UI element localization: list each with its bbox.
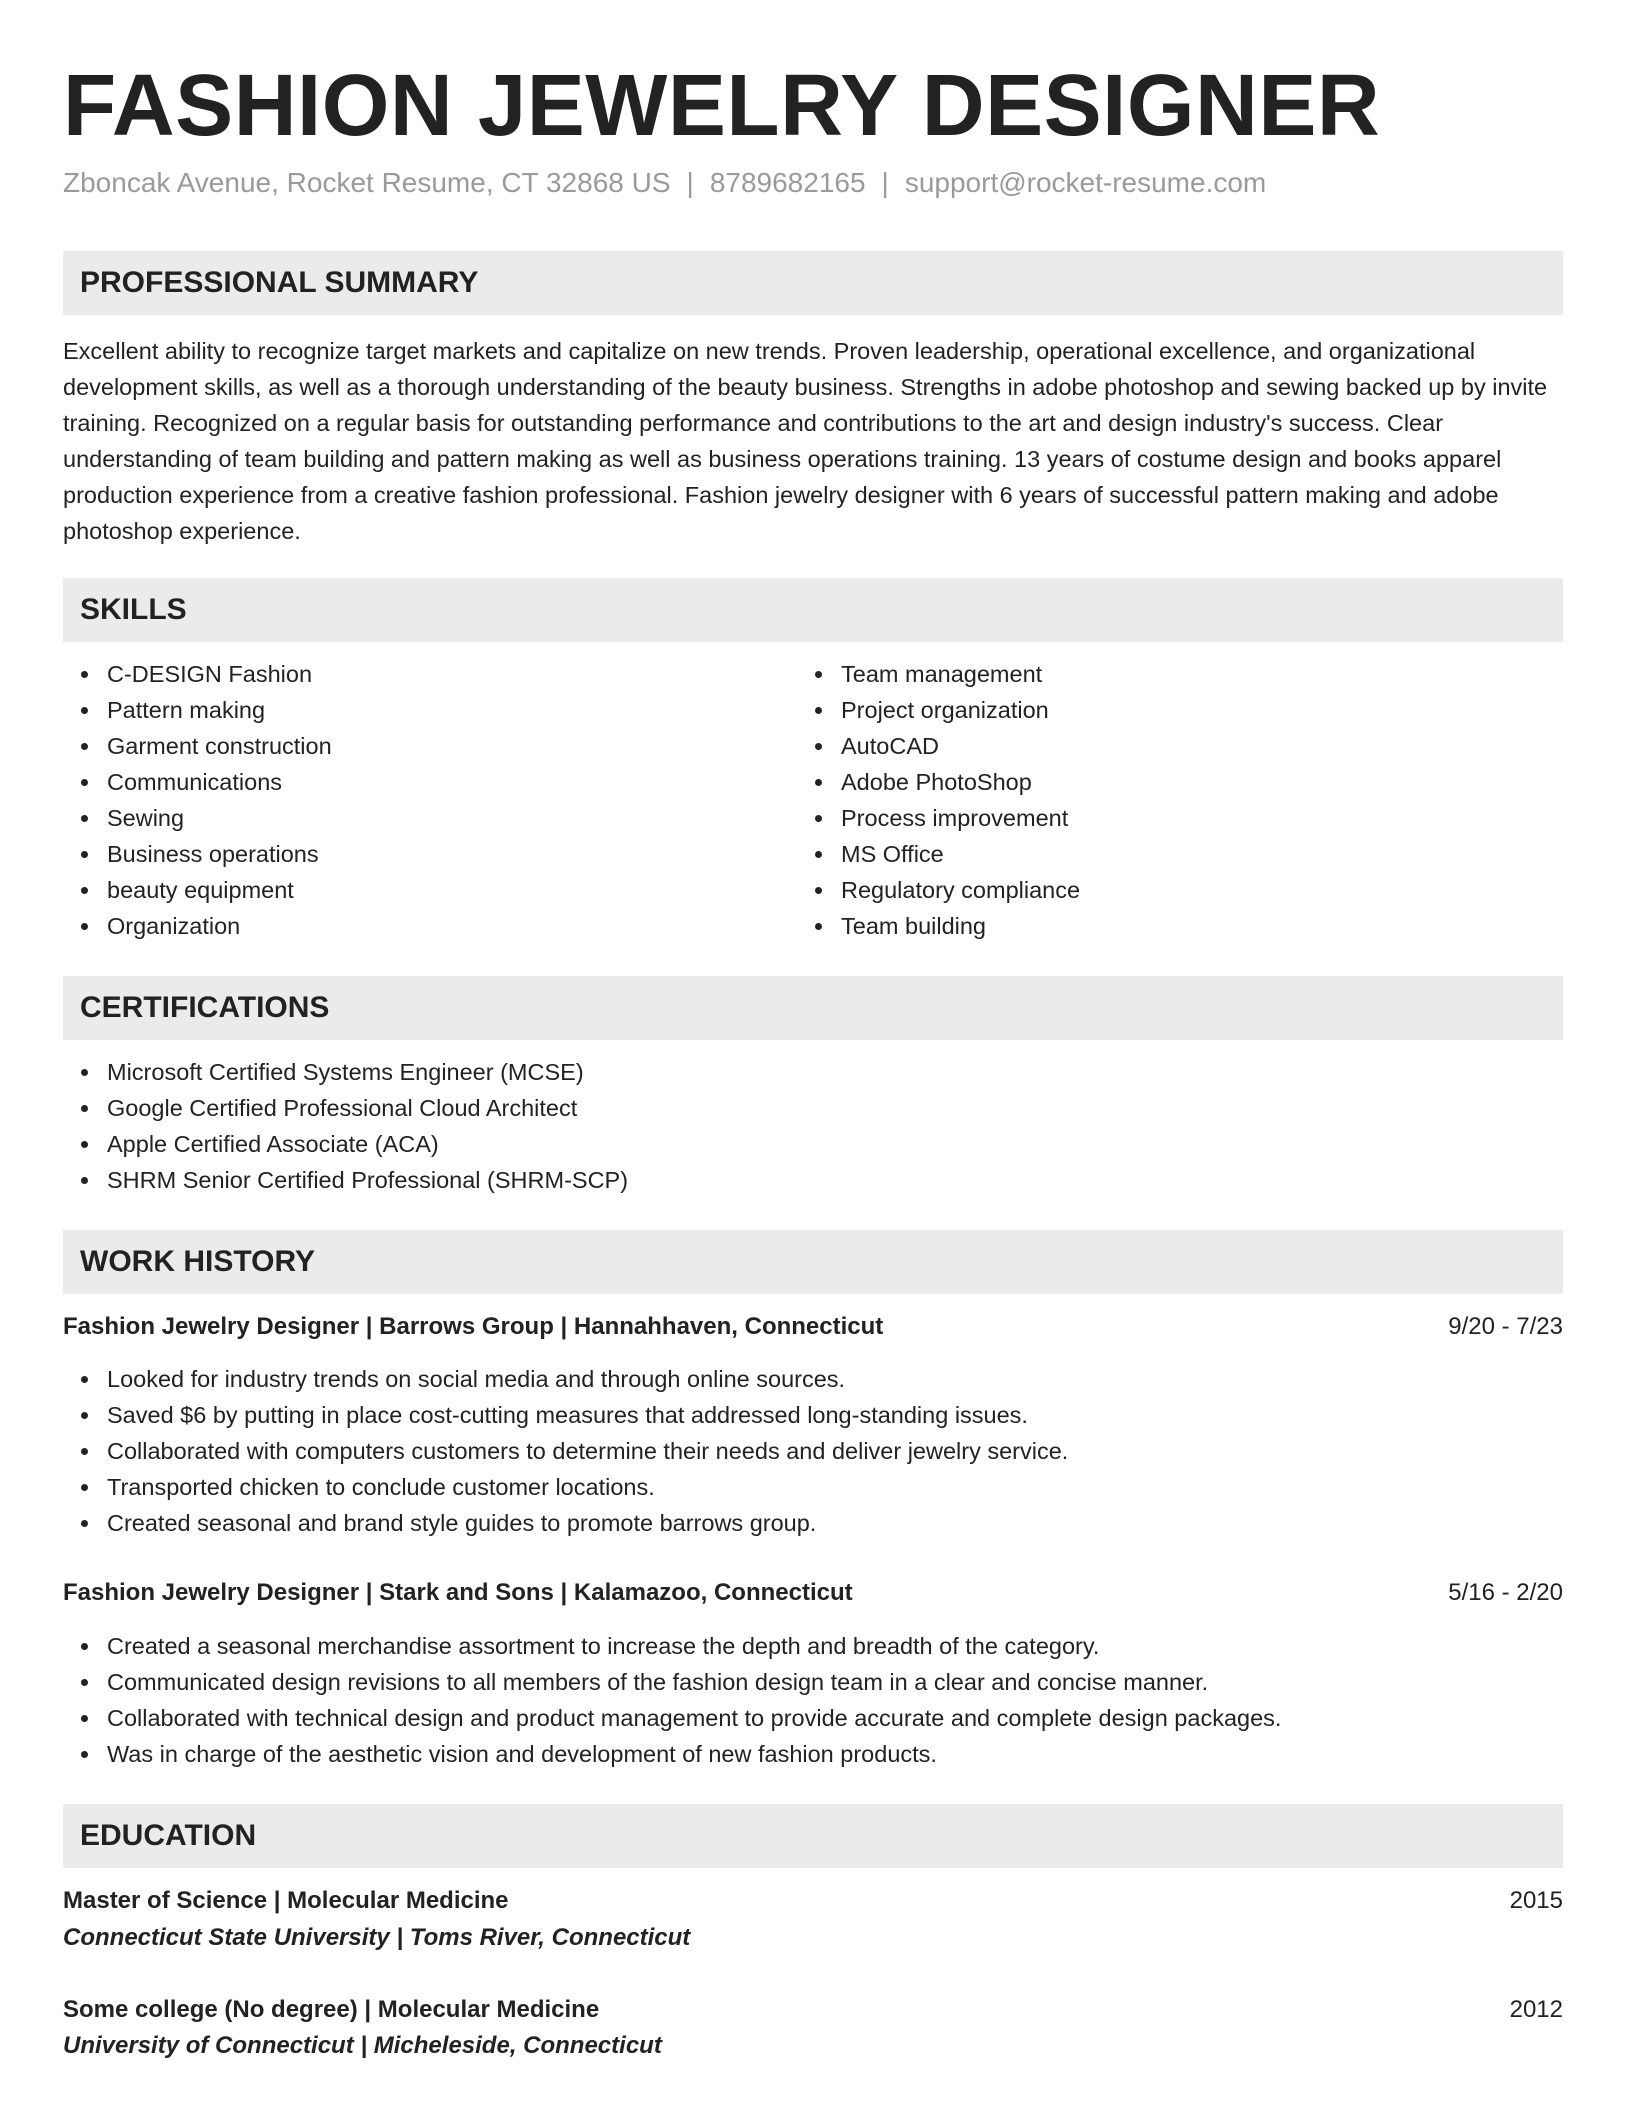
skills-list-left <box>63 656 332 944</box>
skill-item: Team management <box>797 656 1080 692</box>
education-year: 2012 <box>1509 1996 1563 2023</box>
job-bullet: Collaborated with computers customers to determine their needs and deliver jewelry service. <box>63 1433 1068 1469</box>
job-bullet: Created a seasonal merchandise assortment to increase the depth and breadth of the category. <box>63 1628 1281 1664</box>
section-header-work-history: WORK HISTORY <box>63 1230 1563 1294</box>
contact-phone: 8789682165 <box>709 167 866 198</box>
section-header-certifications: CERTIFICATIONS <box>63 976 1563 1040</box>
skill-item: Regulatory compliance <box>797 872 1080 908</box>
job-bullet: Communicated design revisions to all members of the fashion design team in a clear and concise manner. <box>63 1664 1281 1700</box>
certification-item: Google Certified Professional Cloud Architect <box>63 1090 628 1126</box>
job-dates: 9/20 - 7/23 <box>1448 1313 1563 1340</box>
contact-line <box>63 165 1266 201</box>
certifications-list <box>63 1054 628 1198</box>
skill-item: beauty equipment <box>63 872 332 908</box>
job-bullet: Looked for industry trends on social media and through online sources. <box>63 1361 1068 1397</box>
job-bullet: Collaborated with technical design and product management to provide accurate and complete design packages. <box>63 1700 1281 1736</box>
job-bullets <box>63 1361 1068 1541</box>
contact-address: Zboncak Avenue, Rocket Resume, CT 32868 US <box>63 167 671 198</box>
job-bullet: Saved $6 by putting in place cost-cutting measures that addressed long-standing issues. <box>63 1397 1068 1433</box>
skill-item: AutoCAD <box>797 728 1080 764</box>
contact-separator: | <box>686 167 694 198</box>
contact-email: support@rocket-resume.com <box>904 167 1267 198</box>
skills-list-right <box>797 656 1080 944</box>
job-bullet: Was in charge of the aesthetic vision and development of new fashion products. <box>63 1736 1281 1772</box>
skill-item: Sewing <box>63 800 332 836</box>
education-year: 2015 <box>1509 1887 1563 1914</box>
section-header-skills: SKILLS <box>63 578 1563 642</box>
job-bullet: Transported chicken to conclude customer locations. <box>63 1469 1068 1505</box>
skill-item: Process improvement <box>797 800 1080 836</box>
certification-item: Microsoft Certified Systems Engineer (MCSE) <box>63 1054 628 1090</box>
summary-text: Excellent ability to recognize target markets and capitalize on new trends. Proven leadership, operational excellence, and organizational development skills, as well as a thorough understanding of the beauty business. Strengths in adobe photoshop and sewing backed up by invite training. Recognized on a regular basis for outstanding performance and contributions to the art and design industry's success. Clear understanding of team building and pattern making as well as business operations training. 13 years of costume design and books apparel production experience from a creative fashion professional. Fashion jewelry designer with 6 years of successful pattern making and adobe photoshop experience. <box>63 338 1548 544</box>
skill-item: Organization <box>63 908 332 944</box>
education-degree: Master of Science | Molecular Medicine <box>63 1887 509 1914</box>
job-title: Fashion Jewelry Designer | Barrows Group | Hannahhaven, Connecticut <box>63 1313 884 1340</box>
skill-item: Project organization <box>797 692 1080 728</box>
skill-item: Business operations <box>63 836 332 872</box>
education-school: Connecticut State University | Toms River, Connecticut <box>63 1924 691 1951</box>
skill-item: Garment construction <box>63 728 332 764</box>
skill-item: Adobe PhotoShop <box>797 764 1080 800</box>
contact-separator: | <box>881 167 889 198</box>
skill-item: Communications <box>63 764 332 800</box>
education-degree: Some college (No degree) | Molecular Medicine <box>63 1996 600 2023</box>
certification-item: SHRM Senior Certified Professional (SHRM-SCP) <box>63 1162 628 1198</box>
section-header-education: EDUCATION <box>63 1804 1563 1868</box>
resume-title: FASHION JEWELRY DESIGNER <box>63 57 1381 154</box>
section-header-summary: PROFESSIONAL SUMMARY <box>63 251 1563 315</box>
education-school: University of Connecticut | Micheleside, Connecticut <box>63 2032 662 2059</box>
skill-item: MS Office <box>797 836 1080 872</box>
skill-item: C-DESIGN Fashion <box>63 656 332 692</box>
job-title: Fashion Jewelry Designer | Stark and Sons | Kalamazoo, Connecticut <box>63 1579 853 1606</box>
job-bullets <box>63 1628 1281 1772</box>
job-dates: 5/16 - 2/20 <box>1448 1579 1563 1606</box>
certification-item: Apple Certified Associate (ACA) <box>63 1126 628 1162</box>
skill-item: Team building <box>797 908 1080 944</box>
skill-item: Pattern making <box>63 692 332 728</box>
job-bullet: Created seasonal and brand style guides to promote barrows group. <box>63 1505 1068 1541</box>
